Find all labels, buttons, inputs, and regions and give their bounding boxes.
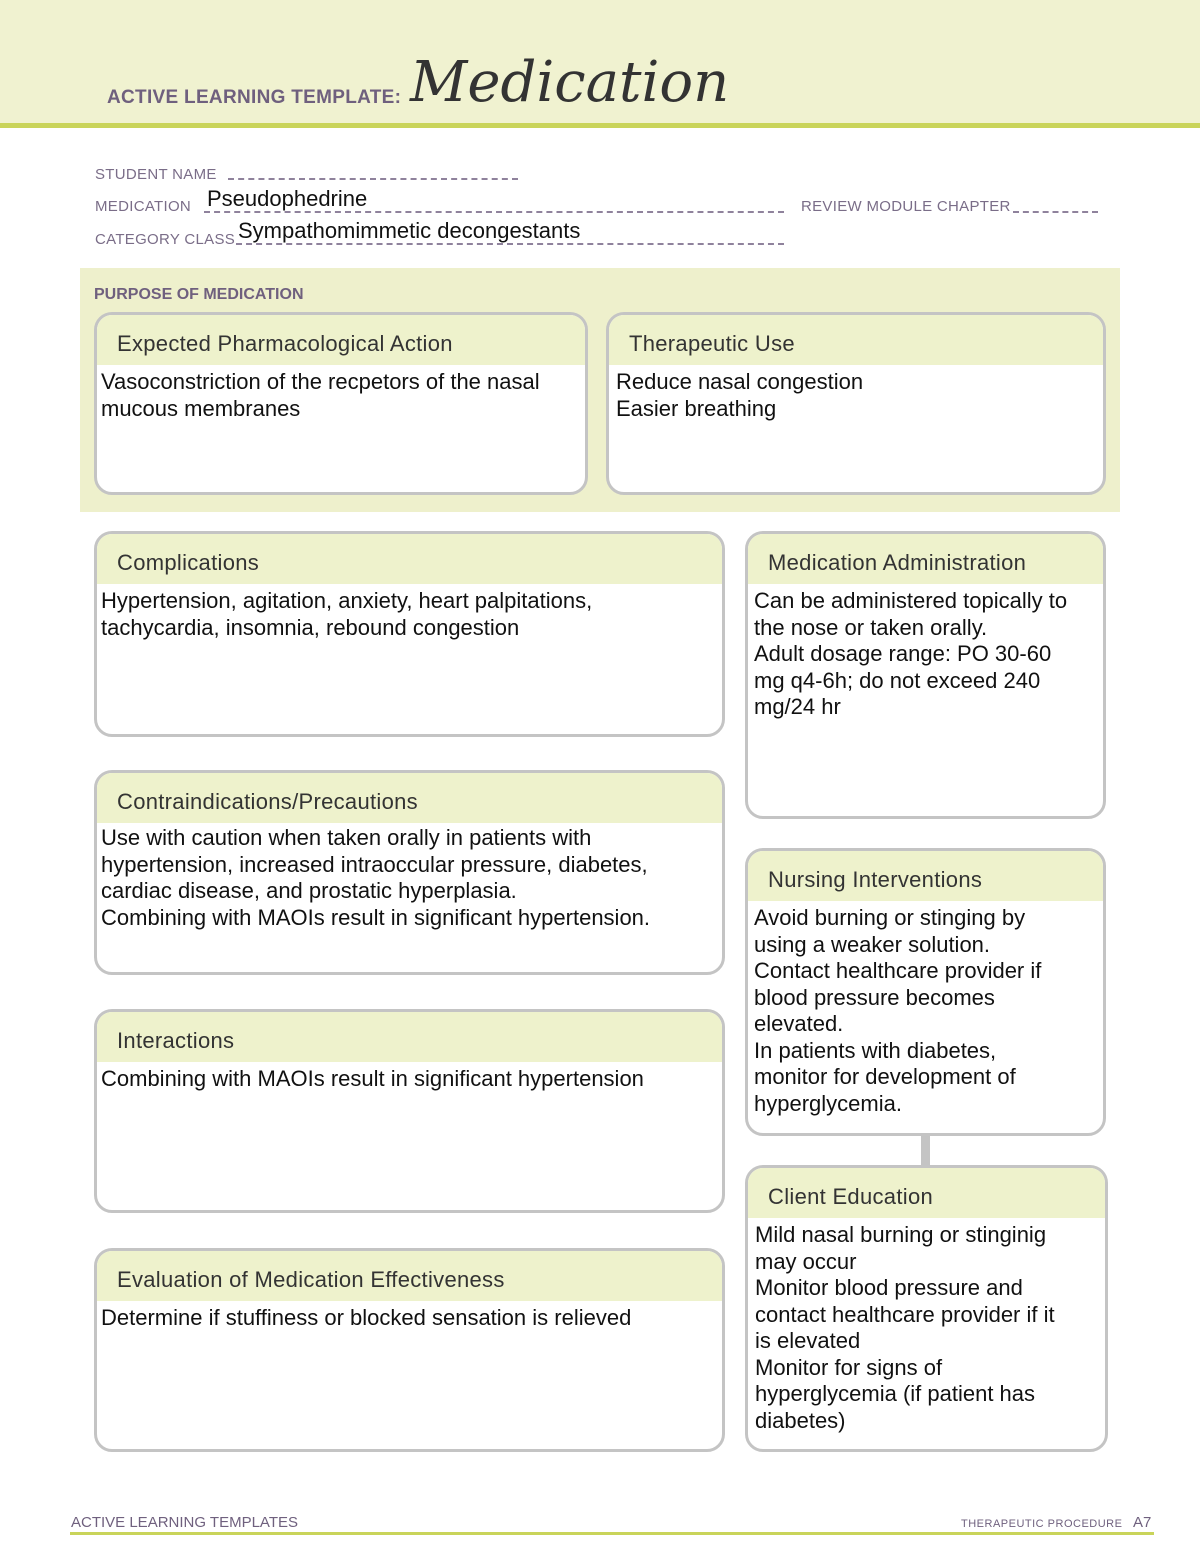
box-body[interactable]: Can be administered topically to the nose or taken orally. Adult dosage range: PO 30-60 mg q4-6h; do not exceed 240 mg/24 hr <box>754 588 1068 719</box>
contraindications-box <box>94 770 725 975</box>
box-body[interactable]: Combining with MAOIs result in significant hypertension <box>101 1066 644 1091</box>
box-body[interactable]: Avoid burning or stinging by using a weaker solution. Contact healthcare provider if blood pressure becomes elevated. In patients with diabetes, monitor for development of hyperglycemia. <box>754 905 1042 1116</box>
box-title: Contraindications/Precautions <box>97 773 722 823</box>
client-education-box <box>745 1165 1108 1452</box>
evaluation-box <box>94 1248 725 1452</box>
page-number: A7 <box>1133 1514 1152 1531</box>
review-module-field[interactable] <box>1013 211 1098 213</box>
complications-box <box>94 531 725 737</box>
student-name-label: STUDENT NAME <box>95 166 217 183</box>
nursing-interventions-box <box>745 848 1106 1136</box>
student-name-field[interactable] <box>228 178 518 180</box>
medication-field[interactable]: Pseudophedrine <box>207 186 368 211</box>
box-body[interactable]: Vasoconstriction of the recpetors of the nasal mucous membranes <box>101 369 540 421</box>
box-body[interactable]: Mild nasal burning or stinginig may occur Monitor blood pressure and contact healthcare provider if it is elevated Monitor for signs of hyperglycemia (if patient has diabetes) <box>755 1222 1055 1433</box>
footer-left: ACTIVE LEARNING TEMPLATES <box>71 1514 298 1531</box>
box-title: Expected Pharmacological Action <box>97 315 585 365</box>
category-class-label: CATEGORY CLASS <box>95 231 236 248</box>
template-label: ACTIVE LEARNING TEMPLATE: <box>107 87 402 108</box>
box-body[interactable]: Reduce nasal congestion Easier breathing <box>616 369 864 421</box>
expected-action-box <box>94 312 588 495</box>
box-title: Evaluation of Medication Effectiveness <box>97 1251 722 1301</box>
box-title: Nursing Interventions <box>748 851 1103 901</box>
interactions-box <box>94 1009 725 1213</box>
box-title: Client Education <box>748 1168 1105 1218</box>
purpose-label: PURPOSE OF MEDICATION <box>94 286 304 303</box>
review-module-label: REVIEW MODULE CHAPTER <box>801 198 1011 215</box>
box-body[interactable]: Use with caution when taken orally in patients with hypertension, increased intraoccular pressure, diabetes, cardiac disease, and prostatic hyperplasia. Combining with MAOIs result in significant hypertension. <box>101 825 651 930</box>
category-class-field[interactable]: Sympathomimmetic decongestants <box>238 218 581 243</box>
therapeutic-use-box <box>606 312 1106 495</box>
medication-label: MEDICATION <box>95 198 192 215</box>
footer-line <box>70 1532 1154 1535</box>
page-title: Medication <box>410 50 730 115</box>
box-body[interactable]: Hypertension, agitation, anxiety, heart palpitations, tachycardia, insomnia, rebound congestion <box>101 588 593 640</box>
box-body[interactable]: Determine if stuffiness or blocked sensation is relieved <box>101 1305 632 1330</box>
box-title: Medication Administration <box>748 534 1103 584</box>
footer-right: THERAPEUTIC PROCEDURE <box>961 1518 1123 1530</box>
connector <box>921 1134 930 1168</box>
administration-box <box>745 531 1106 819</box>
box-title: Complications <box>97 534 722 584</box>
box-title: Therapeutic Use <box>609 315 1103 365</box>
box-title: Interactions <box>97 1012 722 1062</box>
